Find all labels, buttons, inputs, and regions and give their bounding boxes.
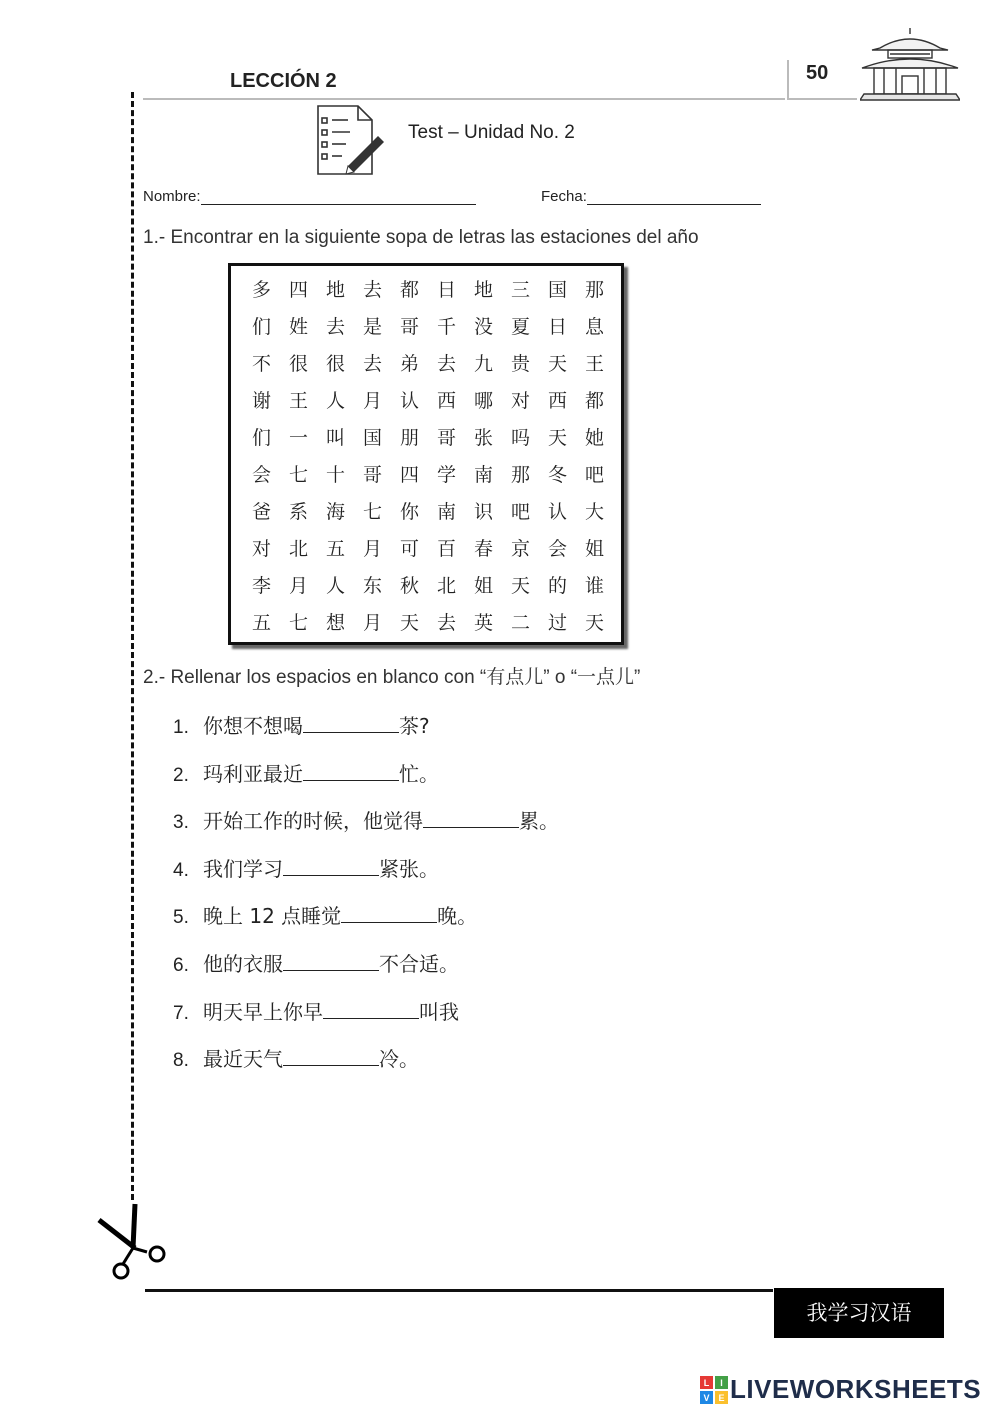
item-text-before: 晚上 12 点睡觉: [203, 904, 342, 929]
item-text-before: 开始工作的时候，他觉得: [203, 809, 423, 834]
date-label: Fecha:: [541, 188, 587, 205]
grid-cell[interactable]: 识: [473, 501, 493, 523]
grid-row: [231, 494, 621, 531]
grid-cell[interactable]: 京: [510, 538, 530, 560]
grid-cell[interactable]: 国: [362, 427, 382, 449]
liveworksheets-logo-icon: [700, 1376, 728, 1404]
grid-cell[interactable]: 西: [547, 390, 567, 412]
date-field-row: [541, 188, 761, 205]
grid-cell[interactable]: 姐: [473, 575, 493, 597]
fill-in-item: [173, 900, 477, 929]
footer-label: 我学习汉语: [774, 1288, 944, 1338]
grid-cell[interactable]: 九: [473, 353, 493, 375]
item-text-before: 我们学习: [203, 856, 283, 881]
date-field[interactable]: [587, 190, 761, 205]
item-number: 1.: [173, 717, 189, 738]
grid-cell[interactable]: 过: [547, 612, 567, 634]
grid-cell[interactable]: 的: [547, 575, 567, 597]
temple-icon: [860, 26, 960, 102]
item-text-after: 晚。: [437, 904, 478, 929]
grid-cell[interactable]: 都: [399, 279, 419, 301]
grid-cell[interactable]: 七: [288, 464, 308, 486]
grid-cell[interactable]: 人: [325, 390, 345, 412]
grid-cell[interactable]: 三: [510, 279, 530, 301]
grid-cell[interactable]: 国: [547, 279, 567, 301]
item-text-after: 叫我: [419, 999, 459, 1024]
grid-cell[interactable]: 北: [436, 575, 456, 597]
grid-cell[interactable]: 四: [288, 279, 308, 301]
name-label: Nombre:: [143, 188, 201, 205]
grid-cell[interactable]: 认: [547, 501, 567, 523]
grid-cell[interactable]: 地: [325, 279, 345, 301]
grid-cell[interactable]: 英: [473, 612, 493, 634]
grid-cell[interactable]: 月: [362, 612, 382, 634]
grid-cell[interactable]: 哥: [399, 316, 419, 338]
grid-cell[interactable]: 夏: [510, 316, 530, 338]
grid-cell[interactable]: 吧: [510, 501, 530, 523]
fill-in-item: [173, 853, 439, 882]
grid-cell[interactable]: 弟: [399, 353, 419, 375]
grid-cell[interactable]: 吧: [584, 464, 604, 486]
answer-blank[interactable]: [323, 1000, 419, 1019]
page-number: 50: [806, 62, 829, 84]
grid-cell[interactable]: 都: [584, 390, 604, 412]
grid-cell[interactable]: 朋: [399, 427, 419, 449]
item-text-after: 忙。: [399, 761, 439, 786]
grid-cell[interactable]: 学: [436, 464, 456, 486]
grid-row: [231, 420, 621, 457]
item-number: 7.: [173, 1002, 189, 1024]
grid-cell[interactable]: 很: [288, 353, 308, 375]
grid-cell[interactable]: 人: [325, 575, 345, 597]
fill-in-item: [173, 1043, 419, 1072]
fill-in-item: [173, 805, 559, 834]
grid-cell[interactable]: 五: [251, 612, 271, 634]
logo-letter-i: I: [720, 1377, 723, 1388]
answer-blank[interactable]: [341, 904, 437, 923]
grid-cell[interactable]: 谁: [584, 575, 604, 597]
answer-blank[interactable]: [283, 1047, 379, 1066]
grid-cell[interactable]: 李: [251, 575, 271, 597]
grid-cell[interactable]: 很: [325, 353, 345, 375]
grid-cell[interactable]: 冬: [547, 464, 567, 486]
item-text-after: 累。: [519, 809, 559, 834]
item-number: 2.: [173, 764, 189, 786]
grid-row: [231, 383, 621, 420]
grid-cell[interactable]: 去: [362, 279, 382, 301]
grid-cell[interactable]: 天: [584, 612, 604, 634]
grid-cell[interactable]: 东: [362, 575, 382, 597]
logo-letter-v: V: [703, 1392, 710, 1403]
word-search-grid: [228, 263, 624, 645]
item-text-before: 你想不想喝: [203, 714, 303, 738]
header-rule: [143, 98, 785, 100]
grid-cell[interactable]: 四: [399, 464, 419, 486]
grid-cell[interactable]: 你: [399, 501, 419, 523]
item-number: 5.: [173, 907, 189, 929]
logo-letter-e: E: [718, 1392, 725, 1403]
grid-cell[interactable]: 她: [584, 427, 604, 449]
grid-cell[interactable]: 春: [473, 538, 493, 560]
grid-cell[interactable]: 对: [510, 390, 530, 412]
liveworksheets-watermark: [700, 1374, 981, 1410]
grid-row: [231, 457, 621, 494]
grid-cell[interactable]: 叫: [325, 427, 345, 449]
grid-cell[interactable]: 息: [584, 316, 604, 338]
item-text-after: 茶?: [399, 714, 430, 738]
item-text-after: 不合适。: [379, 952, 459, 976]
grid-cell[interactable]: 七: [288, 612, 308, 634]
item-text-after: 紧张。: [379, 856, 439, 881]
grid-cell[interactable]: 姓: [288, 316, 308, 338]
grid-cell[interactable]: 百: [436, 538, 456, 560]
grid-row: [231, 531, 621, 568]
fill-in-item: [173, 948, 459, 977]
logo-letter-l: L: [703, 1377, 710, 1388]
item-text-before: 他的衣服: [203, 952, 283, 976]
grid-cell[interactable]: 认: [399, 390, 419, 412]
grid-cell[interactable]: 大: [584, 501, 604, 523]
item-number: 6.: [173, 955, 189, 976]
question-1-prompt: 1.- Encontrar en la siguiente sopa de letras las estaciones del año: [143, 227, 699, 248]
grid-cell[interactable]: 谢: [251, 390, 271, 412]
grid-cell[interactable]: 没: [473, 316, 493, 338]
lesson-title: LECCIÓN 2: [230, 70, 337, 92]
grid-cell[interactable]: 哥: [436, 427, 456, 449]
grid-cell[interactable]: 王: [288, 390, 308, 412]
grid-cell[interactable]: 不: [251, 353, 271, 375]
grid-row: [231, 568, 621, 605]
grid-cell[interactable]: 千: [436, 316, 456, 338]
grid-cell[interactable]: 们: [251, 316, 271, 338]
item-number: 8.: [173, 1050, 189, 1072]
item-text-before: 最近天气: [203, 1047, 283, 1072]
grid-cell[interactable]: 去: [362, 353, 382, 375]
cut-line: [131, 92, 134, 1200]
item-text-before: 玛利亚最近: [203, 761, 303, 786]
grid-cell[interactable]: 哪: [473, 390, 493, 412]
scissors-icon: [95, 1200, 175, 1282]
grid-cell[interactable]: 二: [510, 612, 530, 634]
item-text-before: 明天早上你早: [203, 999, 323, 1024]
grid-cell[interactable]: 张: [473, 427, 493, 449]
footer-rule: [145, 1289, 773, 1292]
answer-blank[interactable]: [283, 952, 379, 971]
grid-row: [231, 605, 621, 642]
grid-cell[interactable]: 去: [436, 353, 456, 375]
grid-cell[interactable]: 月: [362, 390, 382, 412]
grid-cell[interactable]: 海: [325, 501, 345, 523]
grid-cell[interactable]: 吗: [510, 427, 530, 449]
name-field[interactable]: [201, 190, 476, 205]
grid-cell[interactable]: 十: [325, 464, 345, 486]
watermark-text: LIVEWORKSHEETS: [730, 1374, 982, 1404]
grid-cell[interactable]: 可: [399, 538, 419, 560]
answer-blank[interactable]: [283, 857, 379, 876]
grid-cell[interactable]: 天: [547, 427, 567, 449]
grid-cell[interactable]: 月: [362, 538, 382, 560]
checklist-document-icon: [312, 104, 392, 176]
grid-cell[interactable]: 月: [288, 575, 308, 597]
grid-cell[interactable]: 系: [288, 501, 308, 523]
grid-cell[interactable]: 地: [473, 279, 493, 301]
grid-cell[interactable]: 会: [547, 538, 567, 560]
grid-cell[interactable]: 日: [547, 316, 567, 338]
grid-cell[interactable]: 去: [325, 316, 345, 338]
grid-cell[interactable]: 五: [325, 538, 345, 560]
answer-blank[interactable]: [303, 762, 399, 781]
grid-cell[interactable]: 那: [510, 464, 530, 486]
grid-cell[interactable]: 七: [362, 501, 382, 523]
grid-cell[interactable]: 那: [584, 279, 604, 301]
grid-cell[interactable]: 一: [288, 427, 308, 449]
grid-row: [231, 309, 621, 346]
item-text-after: 冷。: [379, 1047, 419, 1072]
fill-in-item: [173, 758, 439, 787]
grid-cell[interactable]: 爸: [251, 501, 271, 523]
grid-cell[interactable]: 王: [584, 353, 604, 375]
grid-cell[interactable]: 贵: [510, 353, 530, 375]
answer-blank[interactable]: [303, 714, 399, 733]
grid-cell[interactable]: 对: [251, 538, 271, 560]
header-divider: [787, 60, 789, 100]
grid-cell[interactable]: 北: [288, 538, 308, 560]
fill-in-item: [173, 710, 430, 739]
grid-cell[interactable]: 天: [399, 612, 419, 634]
grid-row: [231, 346, 621, 383]
grid-cell[interactable]: 秋: [399, 575, 419, 597]
name-field-row: [143, 188, 476, 205]
grid-cell[interactable]: 想: [325, 612, 345, 634]
grid-cell[interactable]: 会: [251, 464, 271, 486]
grid-row: [231, 272, 621, 309]
fill-in-item: [173, 996, 459, 1025]
grid-cell[interactable]: 们: [251, 427, 271, 449]
grid-cell[interactable]: 天: [510, 575, 530, 597]
grid-cell[interactable]: 是: [362, 316, 382, 338]
grid-cell[interactable]: 天: [547, 353, 567, 375]
grid-cell[interactable]: 西: [436, 390, 456, 412]
grid-cell[interactable]: 姐: [584, 538, 604, 560]
grid-cell[interactable]: 南: [436, 501, 456, 523]
header-rule-right: [787, 98, 857, 100]
grid-cell[interactable]: 多: [251, 279, 271, 301]
grid-cell[interactable]: 哥: [362, 464, 382, 486]
item-number: 3.: [173, 812, 189, 834]
item-number: 4.: [173, 859, 189, 881]
question-2-prompt: 2.- Rellenar los espacios en blanco con “有点儿” o “一点儿”: [143, 667, 641, 688]
grid-cell[interactable]: 日: [436, 279, 456, 301]
grid-cell[interactable]: 去: [436, 612, 456, 634]
test-title: Test – Unidad No. 2: [408, 122, 575, 143]
answer-blank[interactable]: [423, 809, 519, 828]
grid-cell[interactable]: 南: [473, 464, 493, 486]
